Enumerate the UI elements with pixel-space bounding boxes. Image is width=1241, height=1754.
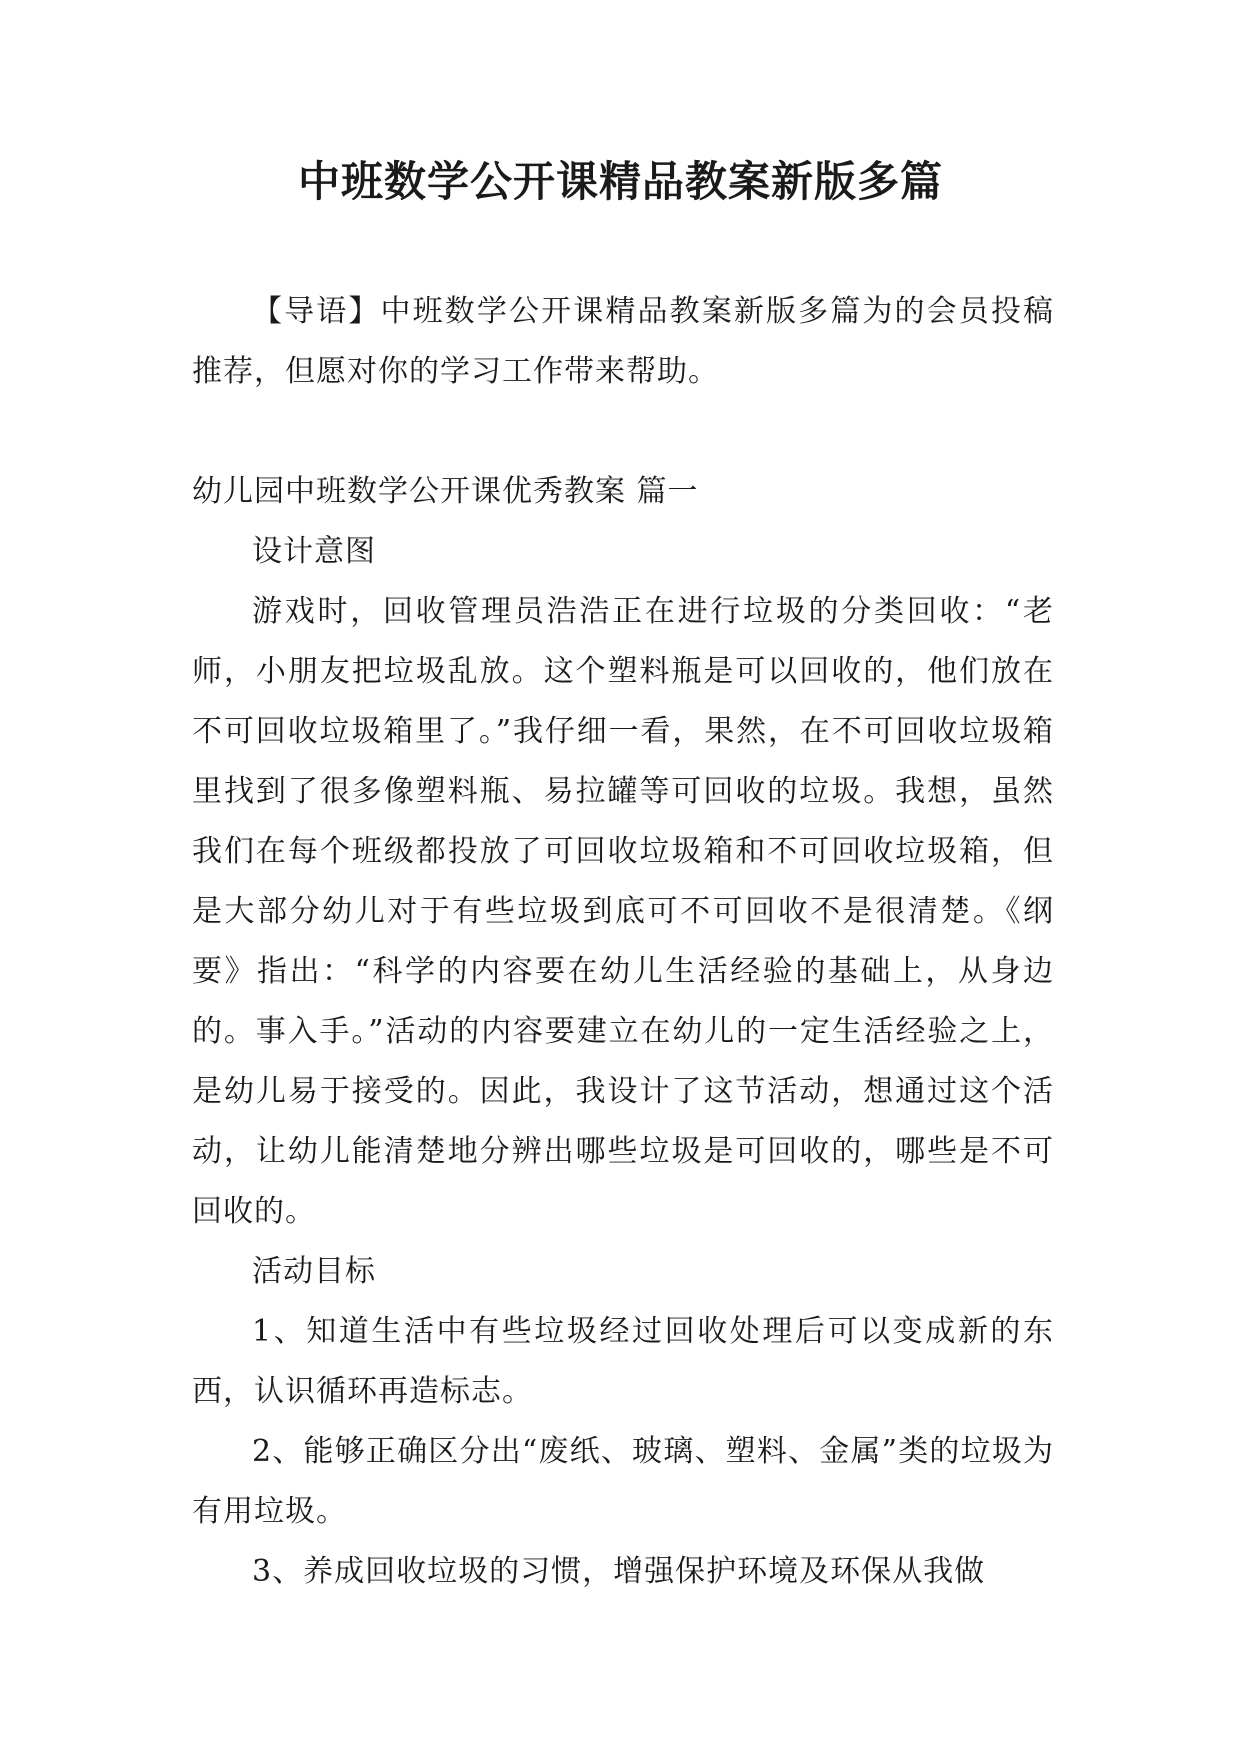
lead-paragraph: 【导语】中班数学公开课精品教案新版多篇为的会员投稿推荐，但愿对你的学习工作带来帮助。 [192,294,1054,389]
document-body [192,282,1054,1602]
goal-item-2: 2、能够正确区分出“废纸、玻璃、塑料、金属”类的垃圾为有用垃圾。 [192,1434,1054,1529]
design-heading: 设计意图 [252,534,376,569]
goals-heading: 活动目标 [252,1254,376,1289]
document-title: 中班数学公开课精品教案新版多篇 [297,157,943,206]
goal-item-1: 1、知道生活中有些垃圾经过回收处理后可以变成新的东西，认识循环再造标志。 [192,1314,1054,1409]
design-paragraph: 游戏时，回收管理员浩浩正在进行垃圾的分类回收：“老师，小朋友把垃圾乱放。这个塑料瓶是可以回收的，他们放在不可回收垃圾箱里了。”我仔细一看，果然，在不可回收垃圾箱里找到了很多像塑料瓶、易拉罐等可回收的垃圾。我想，虽然我们在每个班级都投放了可回收垃圾箱和不可回收垃圾箱，但是大部分幼儿对于有些垃圾到底可不可回收不是很清楚。《纲要》指出：“科学的内容要在幼儿生活经验的基础上，从身边的。事入手。”活动的内容要建立在幼儿的一定生活经验之上，是幼儿易于接受的。因此，我设计了这节活动，想通过这个活动，让幼儿能清楚地分辨出哪些垃圾是可回收的，哪些是不可回收的。 [192,594,1054,1229]
goal-item-3: 3、养成回收垃圾的习惯，增强保护环境及环保从我做 [252,1554,986,1589]
section-heading: 幼儿园中班数学公开课优秀教案 篇一 [192,474,699,509]
